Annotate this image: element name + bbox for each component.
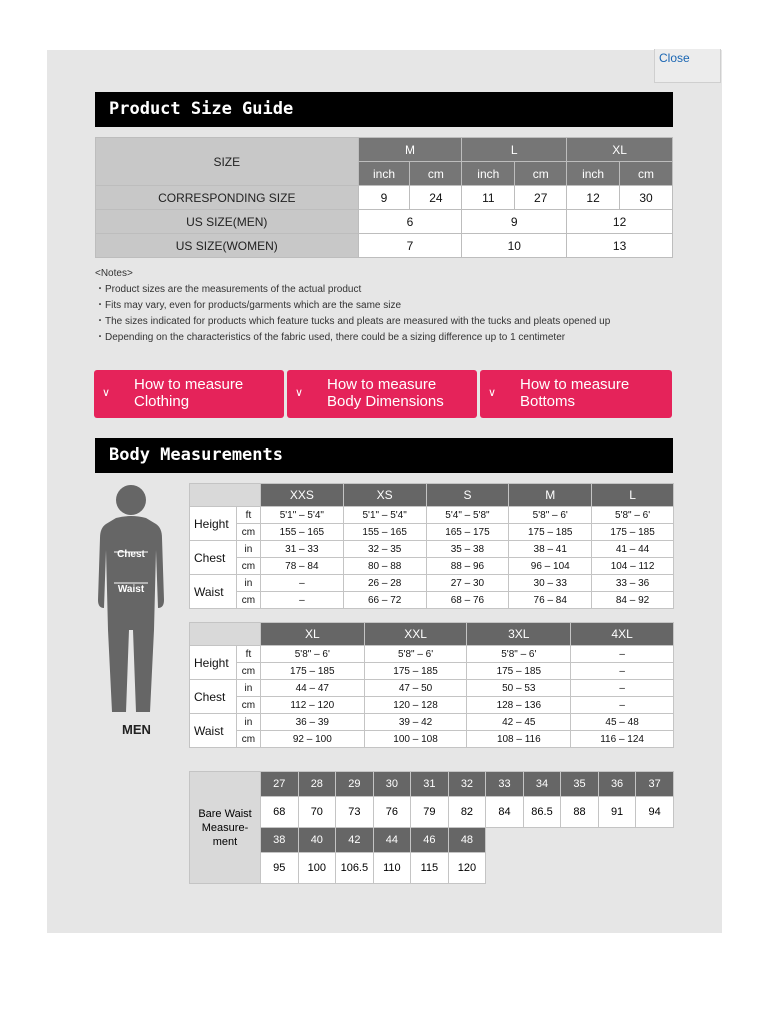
table-row (190, 524, 674, 541)
body-measurements-table-2 (189, 622, 674, 748)
table-cell: 50 – 53 (467, 680, 571, 697)
waist-value: 79 (411, 797, 449, 828)
bare-waist-label: Bare Waist Measure- ment (190, 772, 261, 884)
table-row (190, 575, 674, 592)
table-row (190, 646, 674, 663)
group-label-waist: Waist (190, 714, 237, 748)
table-cell: 30 (620, 186, 673, 210)
table-row (190, 714, 674, 731)
waist-size-header: 31 (411, 772, 449, 797)
unit-label: in (236, 680, 260, 697)
table-cell: 5'1" – 5'4" (260, 507, 343, 524)
product-size-table (95, 137, 673, 258)
waist-size-header: 48 (448, 828, 486, 853)
table-row (96, 234, 673, 258)
waist-value: 76 (373, 797, 411, 828)
body-figure-icon (96, 480, 166, 720)
button-label: How to measure Body Dimensions (327, 376, 444, 410)
waist-value: 100 (298, 853, 336, 884)
how-to-measure-bottoms-button[interactable] (480, 370, 672, 418)
size-header: XXS (260, 484, 343, 507)
body-measurements-table-1 (189, 483, 674, 609)
table-cell: 27 – 30 (426, 575, 509, 592)
waist-value: 91 (598, 797, 636, 828)
group-label-chest: Chest (190, 680, 237, 714)
table-cell: 155 – 165 (343, 524, 426, 541)
table-row (190, 541, 674, 558)
table-cell: 80 – 88 (343, 558, 426, 575)
waist-size-header: 37 (636, 772, 674, 797)
table-cell: 6 (358, 210, 462, 234)
waist-size-header: 29 (336, 772, 374, 797)
size-xl-header: XL (567, 138, 673, 162)
button-label: How to measure Clothing (134, 376, 244, 410)
size-header: XS (343, 484, 426, 507)
table-cell: 9 (462, 210, 567, 234)
table-cell: 39 – 42 (364, 714, 467, 731)
table-cell: 24 (410, 186, 462, 210)
unit-label: cm (236, 697, 260, 714)
unit-label: ft (236, 507, 260, 524)
unit-header: cm (515, 162, 567, 186)
table-cell: 42 – 45 (467, 714, 571, 731)
waist-size-header: 35 (561, 772, 599, 797)
unit-label: in (236, 575, 260, 592)
unit-label: in (236, 541, 260, 558)
bare-waist-table (189, 771, 674, 884)
waist-size-header: 30 (373, 772, 411, 797)
waist-size-header: 42 (336, 828, 374, 853)
waist-size-header: 28 (298, 772, 336, 797)
table-cell: – (571, 680, 674, 697)
waist-size-header: 38 (261, 828, 299, 853)
waist-value: 115 (411, 853, 449, 884)
row-label: US SIZE(MEN) (96, 210, 359, 234)
table-cell: 47 – 50 (364, 680, 467, 697)
table-cell: 66 – 72 (343, 592, 426, 609)
table-cell: – (571, 646, 674, 663)
table-cell: 84 – 92 (592, 592, 674, 609)
size-header: XL (260, 623, 364, 646)
table-cell: 44 – 47 (260, 680, 364, 697)
waist-value: 106.5 (336, 853, 374, 884)
table-cell: 175 – 185 (509, 524, 592, 541)
size-header: S (426, 484, 509, 507)
table-cell: 68 – 76 (426, 592, 509, 609)
button-label: How to measure Bottoms (520, 376, 630, 410)
table-cell: 38 – 41 (509, 541, 592, 558)
table-cell: – (571, 663, 674, 680)
waist-value: 68 (261, 797, 299, 828)
unit-label: cm (236, 592, 260, 609)
how-to-measure-clothing-button[interactable] (94, 370, 284, 418)
table-cell: 175 – 185 (467, 663, 571, 680)
note-item: ・The sizes indicated for products which feature tucks and pleats are measured with the tucks and pleats opened up (95, 316, 611, 327)
table-cell: 108 – 116 (467, 731, 571, 748)
chevron-down-icon: ∨ (295, 387, 304, 399)
table-cell: 5'8" – 6' (364, 646, 467, 663)
table-corner (190, 623, 261, 646)
waist-value: 88 (561, 797, 599, 828)
waist-value: 84 (486, 797, 524, 828)
table-cell: 128 – 136 (467, 697, 571, 714)
group-label-height: Height (190, 507, 237, 541)
table-cell: 32 – 35 (343, 541, 426, 558)
table-cell: 30 – 33 (509, 575, 592, 592)
table-cell: 116 – 124 (571, 731, 674, 748)
body-measurements-title: Body Measurements (95, 438, 673, 473)
table-row (190, 697, 674, 714)
table-row (190, 680, 674, 697)
size-l-header: L (462, 138, 567, 162)
table-cell: 88 – 96 (426, 558, 509, 575)
waist-size-header: 32 (448, 772, 486, 797)
unit-label: cm (236, 524, 260, 541)
table-row (190, 592, 674, 609)
empty-space (486, 828, 674, 884)
waist-value: 94 (636, 797, 674, 828)
group-label-waist: Waist (190, 575, 237, 609)
unit-header: inch (462, 162, 515, 186)
table-cell: 5'8" – 6' (509, 507, 592, 524)
table-cell: – (571, 697, 674, 714)
table-row (96, 210, 673, 234)
unit-label: cm (236, 558, 260, 575)
table-row (96, 186, 673, 210)
chevron-down-icon: ∨ (102, 387, 111, 399)
group-label-chest: Chest (190, 541, 237, 575)
table-cell: 5'8" – 6' (467, 646, 571, 663)
table-cell: 92 – 100 (260, 731, 364, 748)
table-cell: 10 (462, 234, 567, 258)
table-cell: 76 – 84 (509, 592, 592, 609)
row-label: CORRESPONDING SIZE (96, 186, 359, 210)
table-cell: 96 – 104 (509, 558, 592, 575)
waist-size-header: 40 (298, 828, 336, 853)
size-header: 4XL (571, 623, 674, 646)
table-cell: 5'8" – 6' (260, 646, 364, 663)
waist-value: 95 (261, 853, 299, 884)
unit-label: ft (236, 646, 260, 663)
table-cell: – (260, 575, 343, 592)
table-cell: 5'8" – 6' (592, 507, 674, 524)
table-cell: 120 – 128 (364, 697, 467, 714)
size-header: SIZE (96, 138, 359, 186)
waist-size-header: 27 (261, 772, 299, 797)
waist-value: 110 (373, 853, 411, 884)
unit-label: cm (236, 731, 260, 748)
waist-size-header: 36 (598, 772, 636, 797)
table-cell: 175 – 185 (260, 663, 364, 680)
note-item: ・Product sizes are the measurements of the actual product (95, 284, 362, 295)
size-header: L (592, 484, 674, 507)
table-cell: 11 (462, 186, 515, 210)
note-item: ・Depending on the characteristics of the fabric used, there could be a sizing difference up to 1 centimeter (95, 332, 566, 343)
table-cell: 155 – 165 (260, 524, 343, 541)
waist-value: 82 (448, 797, 486, 828)
table-cell: 36 – 39 (260, 714, 364, 731)
table-cell: 45 – 48 (571, 714, 674, 731)
table-cell: 33 – 36 (592, 575, 674, 592)
size-header: M (509, 484, 592, 507)
notes-title: <Notes> (95, 268, 133, 279)
product-size-guide-title: Product Size Guide (95, 92, 673, 127)
row-label: US SIZE(WOMEN) (96, 234, 359, 258)
table-cell: 9 (358, 186, 410, 210)
how-to-measure-body-dimensions-button[interactable] (287, 370, 477, 418)
table-cell: 112 – 120 (260, 697, 364, 714)
table-cell: 165 – 175 (426, 524, 509, 541)
unit-label: cm (236, 663, 260, 680)
chest-figure-label: Chest (117, 549, 145, 560)
waist-value: 73 (336, 797, 374, 828)
table-cell: 175 – 185 (364, 663, 467, 680)
table-corner (190, 484, 261, 507)
note-item: ・Fits may vary, even for products/garments which are the same size (95, 300, 402, 311)
close-button[interactable]: Close (654, 49, 721, 83)
waist-value: 120 (448, 853, 486, 884)
table-row (190, 731, 674, 748)
unit-header: inch (358, 162, 410, 186)
table-row (190, 507, 674, 524)
men-label: MEN (122, 722, 151, 737)
waist-value: 86.5 (523, 797, 561, 828)
table-cell: 78 – 84 (260, 558, 343, 575)
table-cell: 26 – 28 (343, 575, 426, 592)
table-row (190, 558, 674, 575)
table-cell: 13 (567, 234, 673, 258)
unit-label: in (236, 714, 260, 731)
table-cell: 100 – 108 (364, 731, 467, 748)
unit-header: cm (620, 162, 673, 186)
size-header: XXL (364, 623, 467, 646)
waist-size-header: 33 (486, 772, 524, 797)
table-cell: 12 (567, 186, 620, 210)
table-cell: 35 – 38 (426, 541, 509, 558)
size-m-header: M (358, 138, 462, 162)
unit-header: cm (410, 162, 462, 186)
chevron-down-icon: ∨ (488, 387, 497, 399)
waist-size-header: 46 (411, 828, 449, 853)
table-row (190, 663, 674, 680)
group-label-height: Height (190, 646, 237, 680)
waist-figure-label: Waist (117, 584, 145, 595)
size-header: 3XL (467, 623, 571, 646)
table-cell: 5'4" – 5'8" (426, 507, 509, 524)
unit-header: inch (567, 162, 620, 186)
table-cell: 104 – 112 (592, 558, 674, 575)
waist-size-header: 34 (523, 772, 561, 797)
table-cell: 41 – 44 (592, 541, 674, 558)
table-row (190, 797, 674, 828)
table-cell: 7 (358, 234, 462, 258)
table-cell: 31 – 33 (260, 541, 343, 558)
table-cell: 27 (515, 186, 567, 210)
table-cell: 12 (567, 210, 673, 234)
table-cell: 5'1" – 5'4" (343, 507, 426, 524)
notes (95, 266, 610, 346)
table-cell: 175 – 185 (592, 524, 674, 541)
table-cell: – (260, 592, 343, 609)
waist-value: 70 (298, 797, 336, 828)
waist-size-header: 44 (373, 828, 411, 853)
